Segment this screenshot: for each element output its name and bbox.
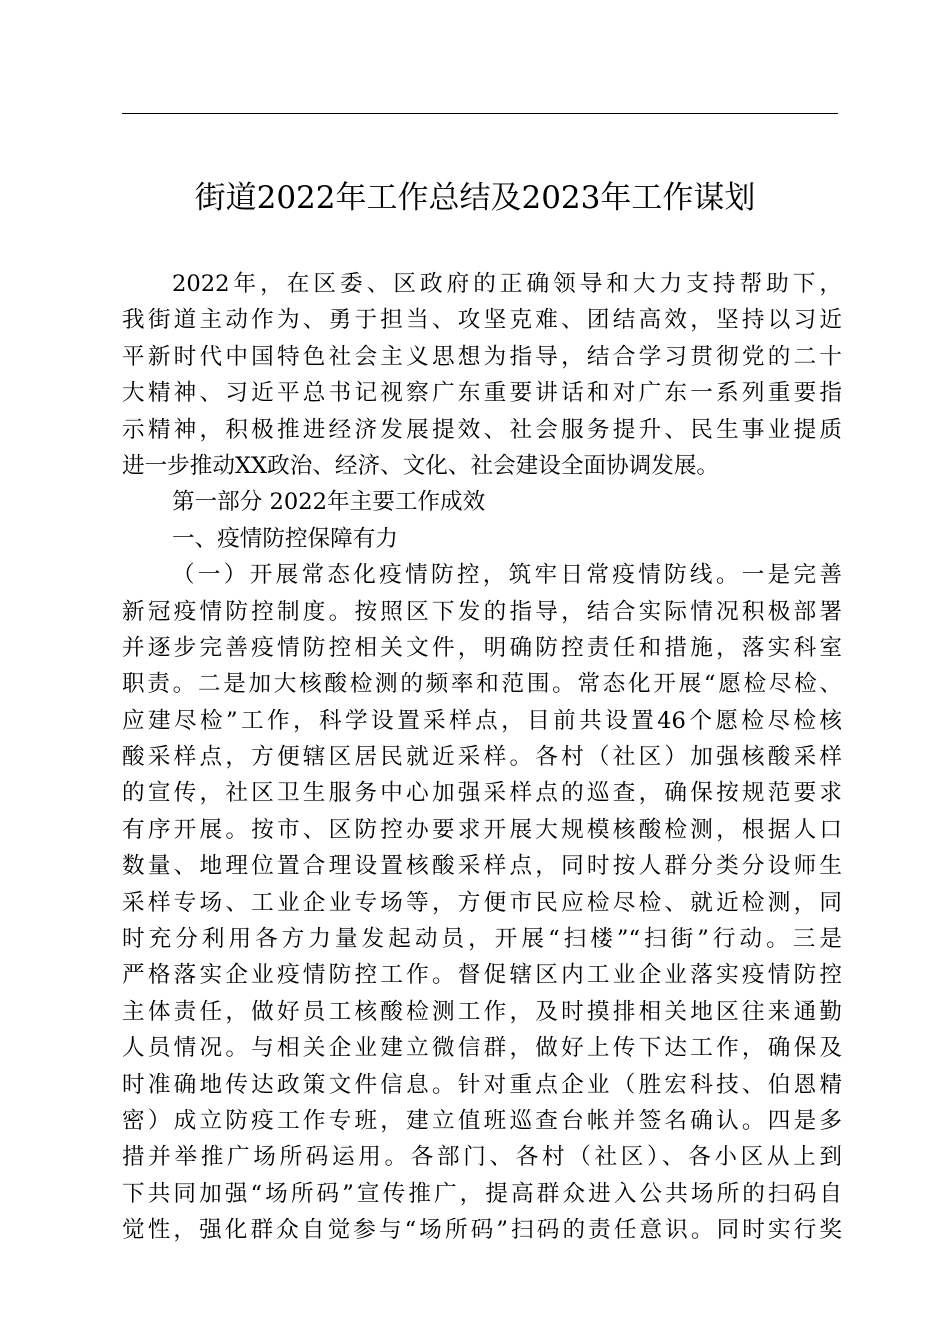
body-line: 新冠疫情防控制度。按照区下发的指导，结合实际情况积极部署: [122, 598, 842, 625]
body-line: 下共同加强“场所码”宣传推广，提高群众进入公共场所的扫码自: [122, 1180, 842, 1207]
body-line: 进一步推动XX政治、经济、文化、社会建设全面协调发展。: [122, 452, 720, 479]
body-line: 严格落实企业疫情防控工作。督促辖区内工业企业落实疫情防控: [122, 962, 842, 989]
body-line: 时充分利用各方力量发起动员，开展“扫楼”“扫街”行动。三是: [122, 926, 842, 953]
body-line: 主体责任，做好员工核酸检测工作，及时摸排相关地区往来通勤: [122, 998, 842, 1025]
body-line: 第一部分 2022年主要工作成效: [172, 489, 486, 516]
body-line: 大精神、习近平总书记视察广东重要讲话和对广东一系列重要指: [122, 380, 842, 407]
body-line: 一、疫情防控保障有力: [172, 525, 398, 552]
header-rule: [122, 113, 838, 114]
body-line: 觉性，强化群众自觉参与“场所码”扫码的责任意识。同时实行奖: [122, 1217, 842, 1244]
body-line: 示精神，积极推进经济发展提效、社会服务提升、民生事业提质: [122, 416, 842, 443]
document-title: 街道2022年工作总结及2023年工作谋划: [194, 180, 756, 216]
body-line: 2022年，在区委、区政府的正确领导和大力支持帮助下，: [172, 271, 842, 297]
body-line: 密）成立防疫工作专班，建立值班巡查台帐并签名确认。四是多: [122, 1107, 842, 1134]
body-line: 平新时代中国特色社会主义思想为指导，结合学习贯彻党的二十: [122, 343, 842, 370]
body-line: 数量、地理位置合理设置核酸采样点，同时按人群分类分设师生: [122, 853, 842, 880]
body-line: 人员情况。与相关企业建立微信群，做好上传下达工作，确保及: [122, 1035, 842, 1062]
body-line: 有序开展。按市、区防控办要求开展大规模核酸检测，根据人口: [122, 816, 842, 843]
body-line: 的宣传，社区卫生服务中心加强采样点的巡查，确保按规范要求: [122, 780, 842, 807]
body-line: 应建尽检”工作，科学设置采样点，目前共设置46个愿检尽检核: [122, 707, 842, 734]
body-line: （一）开展常态化疫情防控，筑牢日常疫情防线。一是完善: [172, 562, 842, 589]
body-line: 时准确地传达政策文件信息。针对重点企业（胜宏科技、伯恩精: [122, 1071, 842, 1098]
body-line: 措并举推广场所码运用。各部门、各村（社区）、各小区从上到: [122, 1144, 842, 1171]
document-body: [122, 266, 842, 1249]
body-line: 职责。二是加大核酸检测的频率和范围。常态化开展“愿检尽检、: [122, 671, 842, 698]
body-line: 并逐步完善疫情防控相关文件，明确防控责任和措施，落实科室: [122, 634, 842, 661]
body-line: 酸采样点，方便辖区居民就近采样。各村（社区）加强核酸采样: [122, 744, 842, 771]
body-line: 我街道主动作为、勇于担当、攻坚克难、团结高效，坚持以习近: [122, 307, 842, 334]
body-line: 采样专场、工业企业专场等，方便市民应检尽检、就近检测，同: [122, 889, 842, 916]
